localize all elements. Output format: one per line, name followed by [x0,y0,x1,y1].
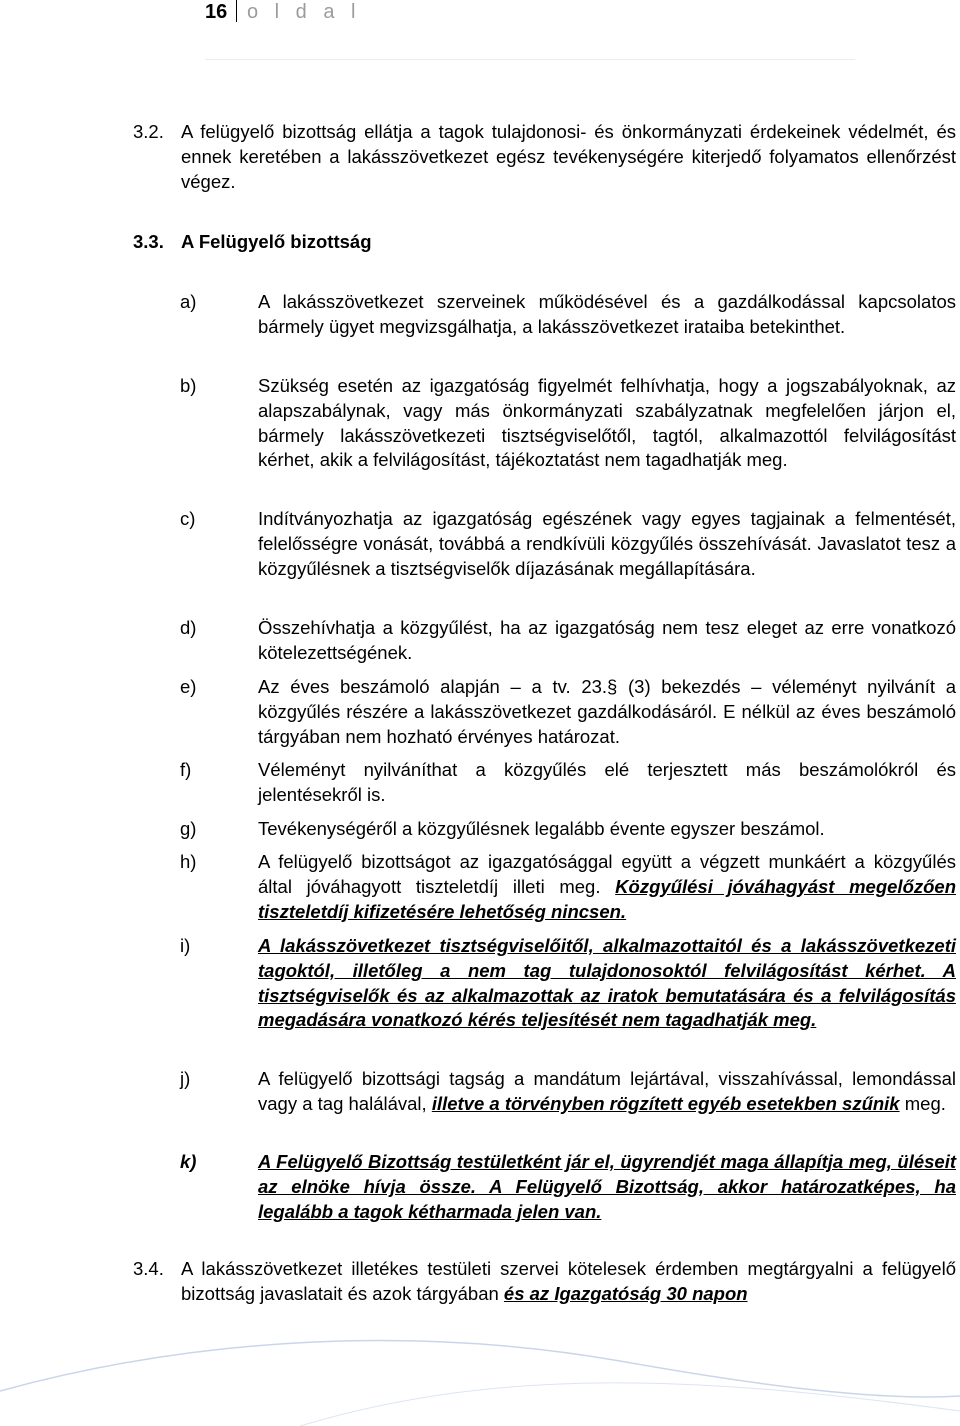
item-h-plain: A felügyelő bizottságot az igazgatósággal együtt a végzett munkáért a közgyűlés által jóváhagyott tiszteletdíj illeti meg. [258,851,956,897]
item-j-emphasis: illetve a törvényben rögzített egyéb esetekben szűnik [431,1092,900,1114]
header-rule [205,59,855,60]
item-label-h: h) [180,851,197,872]
page-header [205,0,855,60]
item-label-k: k) [180,1151,197,1172]
item-j-plain: A felügyelő bizottsági tagság a mandátum lejártával, visszahívással, lemondással vagy a tag halálával, [258,1068,956,1114]
section-3-4-plain: A lakásszövetkezet illetékes testületi szervei kötelesek érdemben megtárgyalni a felügyelő bizottság javaslatait és azok tárgyában [181,1258,956,1304]
item-label-j: j) [180,1068,191,1089]
section-3-4-emphasis: és az Igazgatóság 30 napon [503,1282,748,1304]
item-h-text [258,850,956,924]
item-label-g: g) [180,818,197,839]
item-j-tail: meg. [899,1092,946,1114]
item-i-text [258,934,956,1033]
item-i-emphasis: A lakásszövetkezet tisztségviselőitől, alkalmazottaitól és a lakásszövetkezeti tagoktól, illetőleg a nem tag tulajdonosoktól felvilágosítást kérhet. A tisztségviselők és az alkalmazottak az iratok bemutatására és a felvilágosítás megadására vonatkozó kérés teljesítését nem tagadhatják meg. [258,935,956,1031]
item-e-text: Az éves beszámoló alapján – a tv. 23.§ (3) bekezdés – véleményt nyilvánít a közgyűlés részére a lakásszövetkezet gazdálkodásáról. E nélkül az éves beszámoló tárgyában nem hozható érvényes határozat. [258,676,956,747]
footer-wave-decoration [0,1306,960,1426]
item-c-text: Indítványozhatja az igazgatóság egészének vagy egyes tagjainak a felmentését, felelősségre vonását, továbbá a rendkívüli közgyűlés összehívását. Javaslatot tesz a közgyűlésnek a tisztségviselők díjazásának megállapítására. [258,508,956,579]
section-3-3-title: A Felügyelő bizottság [181,231,372,252]
item-label-i: i) [180,935,191,956]
section-number-3-2: 3.2. [133,121,164,142]
page-word: o l d a l [247,1,361,23]
section-3-4-text [181,1257,956,1307]
page-number: 16 [205,1,228,23]
item-j-text [258,1067,956,1117]
item-label-d: d) [180,617,197,638]
item-f-text: Véleményt nyilváníthat a közgyűlés elé terjesztett más beszámolókról és jelentésekről is. [258,759,956,805]
item-k-emphasis: A Felügyelő Bizottság testületként jár el, ügyrendjét maga állapítja meg, üléseit az elnöke hívja össze. A Felügyelő Bizottság, akkor határozatképes, ha legalább a tagok kétharmada jelen van. [258,1151,956,1222]
item-k-text [258,1150,956,1224]
item-label-e: e) [180,676,197,697]
item-label-a: a) [180,291,197,312]
section-3-2-text: A felügyelő bizottság ellátja a tagok tulajdonosi- és önkormányzati érdekeinek védelmét, és ennek keretében a lakásszövetkezet egész tevékenységére kiterjedő folyamatos ellenőrzést végez. [181,121,956,192]
item-h-emphasis: Közgyűlési jóváhagyást megelőzően tiszteletdíj kifizetésére lehetőség nincsen. [258,875,957,922]
item-a-text: A lakásszövetkezet szerveinek működésével és a gazdálkodással kapcsolatos bármely ügyet megvizsgálhatja, a lakásszövetkezet irataiba betekinthet. [258,291,956,337]
item-b-text: Szükség esetén az igazgatóság figyelmét felhívhatja, hogy a jogszabályoknak, az alapszabálynak, vagy más önkormányzati szabályzatnak megfelelően járjon el, bármely lakásszövetkezeti tisztségviselőtől, tagtól, alkalmazottól felvilágosítást kérhet, akik a felvilágosítást, tájékoztatást nem tagadhatják meg. [258,375,956,471]
item-d-text: Összehívhatja a közgyűlést, ha az igazgatóság nem tesz eleget az erre vonatkozó kötelezettségének. [258,617,956,663]
section-number-3-3: 3.3. [133,231,164,252]
item-label-f: f) [180,759,192,780]
item-label-c: c) [180,508,196,529]
item-g-text: Tevékenységéről a közgyűlésnek legalább évente egyszer beszámol. [258,818,825,839]
item-label-b: b) [180,375,197,396]
section-number-3-4: 3.4. [133,1258,164,1279]
header-separator [236,0,237,22]
